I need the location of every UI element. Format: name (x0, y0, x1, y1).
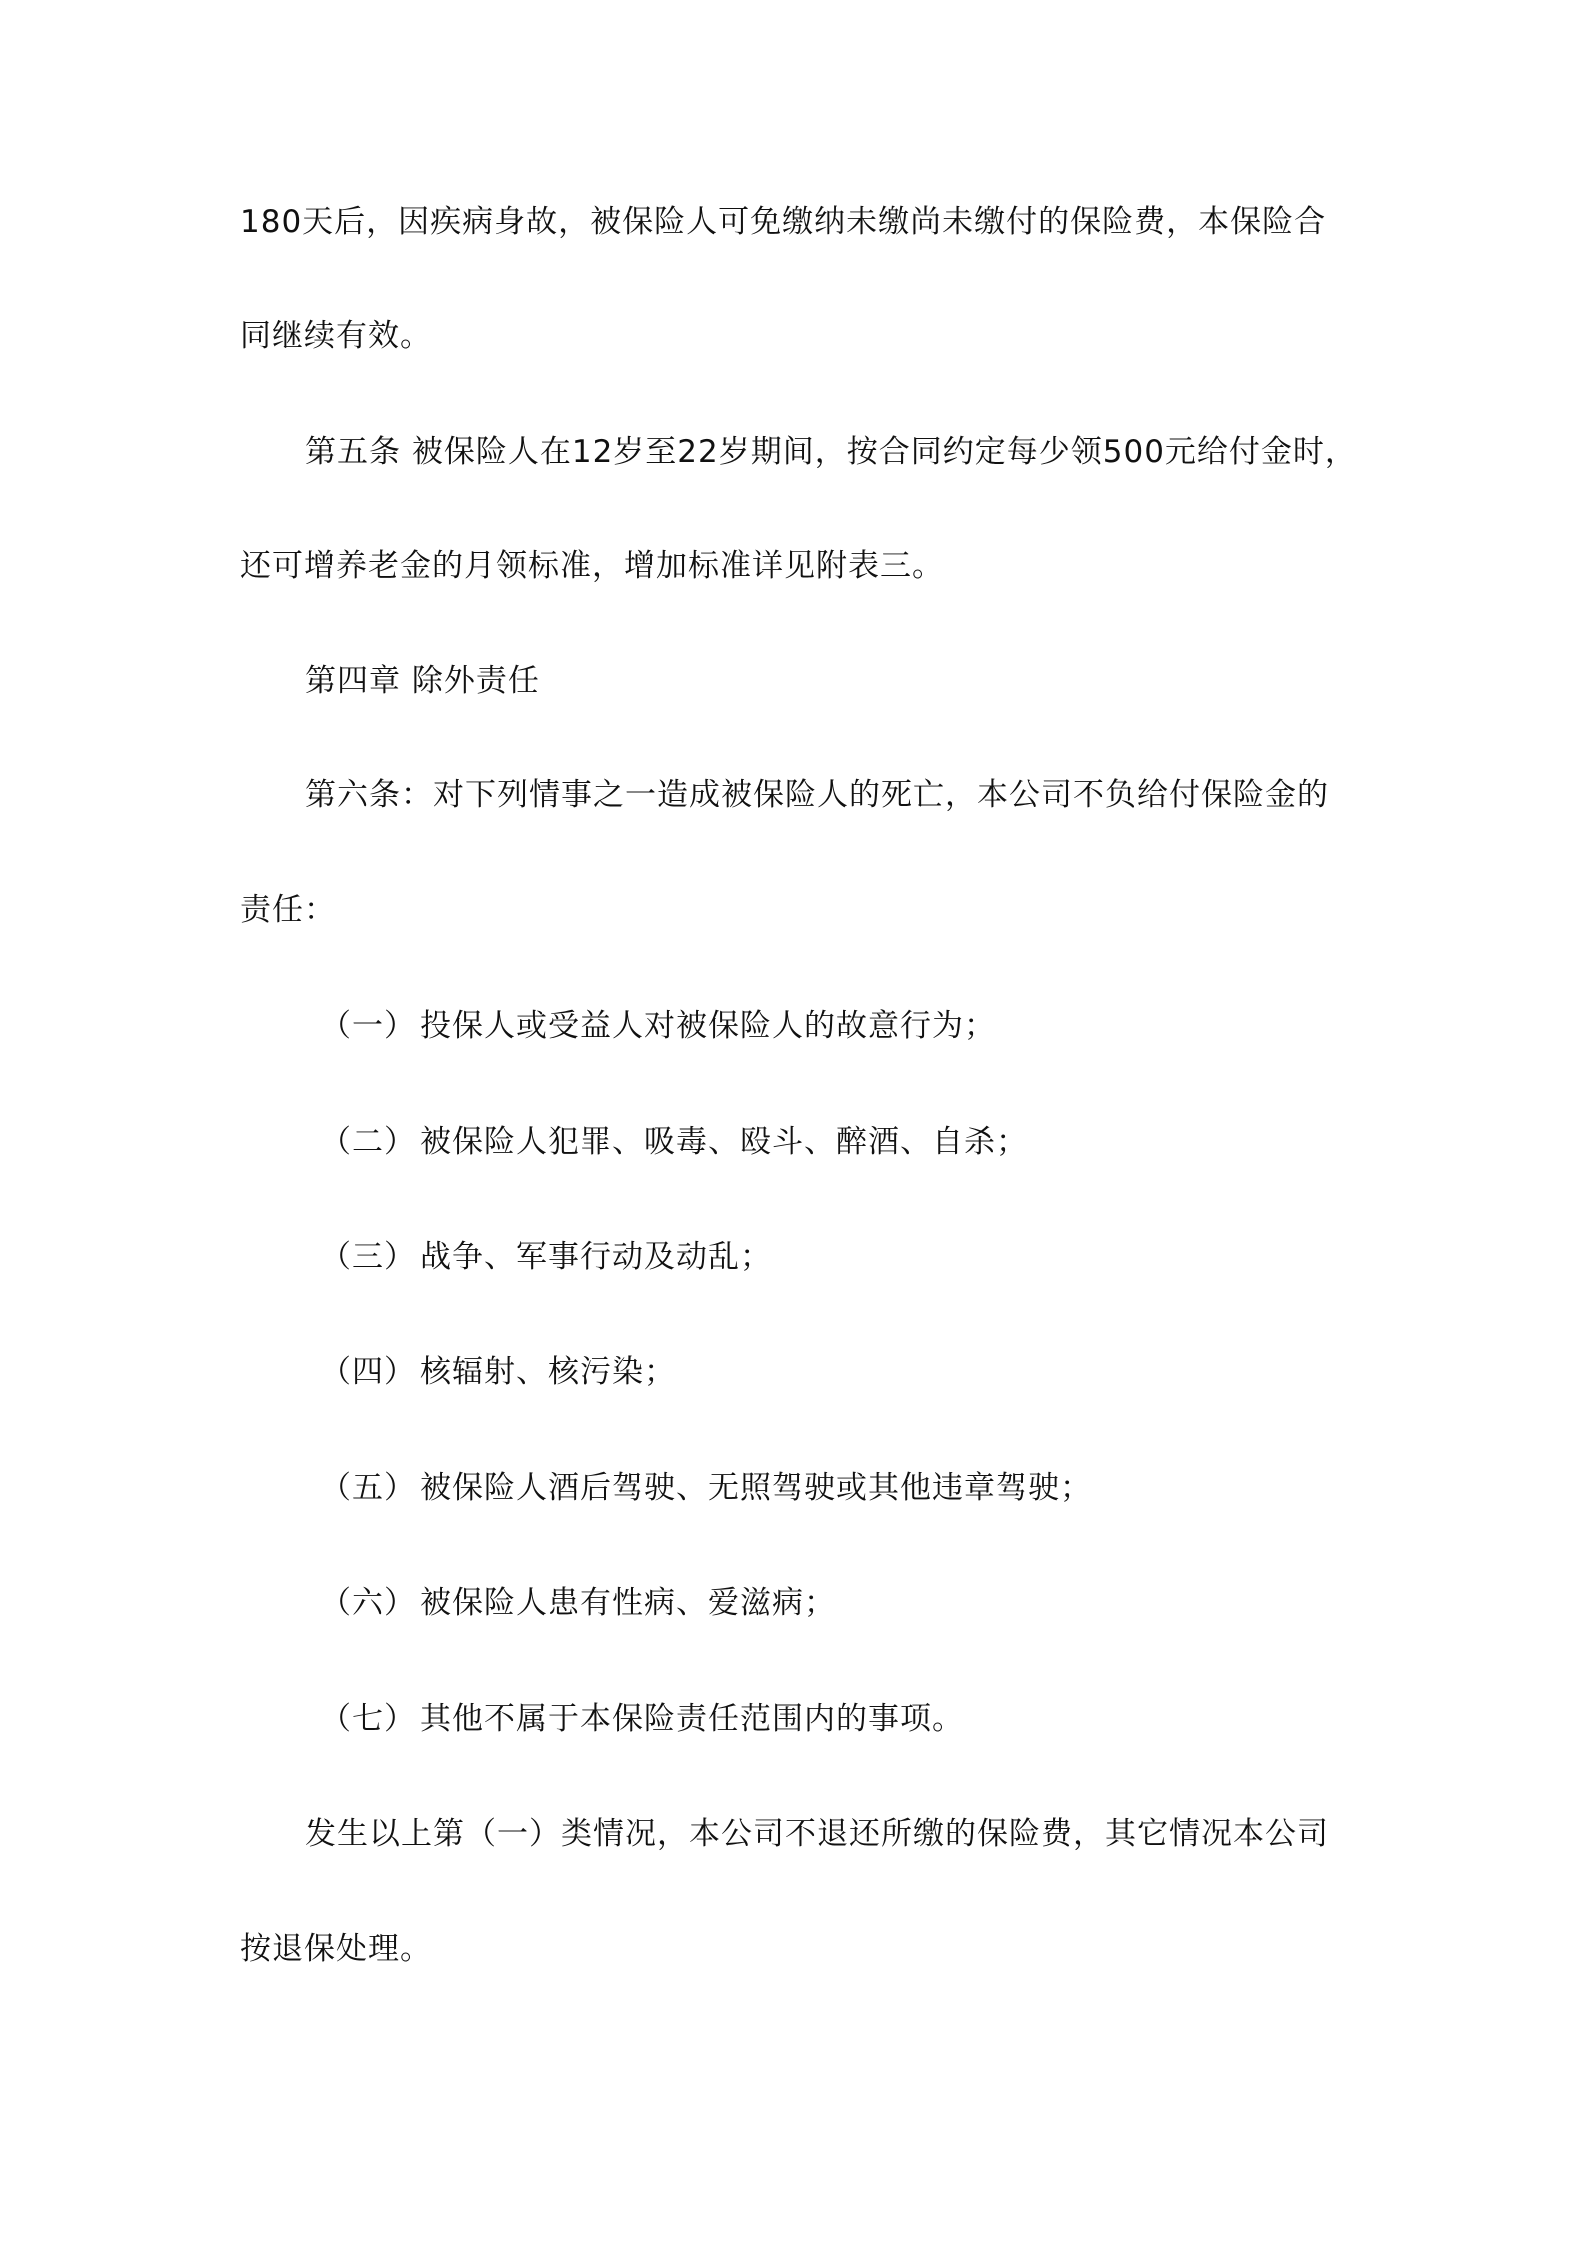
exclusion-item (320, 1352, 676, 1392)
exclusion-number: （五） (320, 1470, 416, 1506)
paragraph-line: 180天后，因疾病身故，被保险人可免缴纳未缴尚未缴付的保险费，本保险合 (240, 204, 1327, 240)
exclusion-item (320, 1699, 964, 1739)
article-5-line: 第五条 被保险人在12岁至22岁期间，按合同约定每少领500元给付金时， (305, 434, 1357, 470)
exclusion-item (320, 1468, 1092, 1508)
exclusion-item (320, 1006, 996, 1046)
exclusion-number: （四） (320, 1354, 416, 1390)
exclusion-number: （七） (320, 1701, 416, 1737)
exclusion-item (320, 1583, 836, 1623)
chapter-4-heading: 第四章 除外责任 (305, 663, 540, 699)
article-6-line: 第六条：对下列情事之一造成被保险人的死亡，本公司不负给付保险金的 (305, 777, 1329, 813)
exclusion-text: 被保险人患有性病、爱滋病； (420, 1585, 836, 1621)
exclusion-text: 核辐射、核污染； (420, 1354, 676, 1390)
article-5-line: 还可增养老金的月领标准，增加标准详见附表三。 (240, 548, 944, 584)
closing-line: 发生以上第（一）类情况，本公司不退还所缴的保险费，其它情况本公司 (305, 1816, 1329, 1852)
paragraph-line: 同继续有效。 (240, 318, 432, 354)
exclusion-number: （六） (320, 1585, 416, 1621)
exclusion-number: （一） (320, 1008, 416, 1044)
exclusion-number: （二） (320, 1124, 416, 1160)
exclusion-item (320, 1122, 1028, 1162)
exclusion-text: 被保险人酒后驾驶、无照驾驶或其他违章驾驶； (420, 1470, 1092, 1506)
exclusion-text: 其他不属于本保险责任范围内的事项。 (420, 1701, 964, 1737)
closing-line: 按退保处理。 (240, 1931, 432, 1967)
article-6-line: 责任： (240, 892, 336, 928)
exclusion-item (320, 1237, 772, 1277)
exclusion-text: 战争、军事行动及动乱； (420, 1239, 772, 1275)
exclusion-text: 投保人或受益人对被保险人的故意行为； (420, 1008, 996, 1044)
exclusion-number: （三） (320, 1239, 416, 1275)
exclusion-text: 被保险人犯罪、吸毒、殴斗、醉酒、自杀； (420, 1124, 1028, 1160)
